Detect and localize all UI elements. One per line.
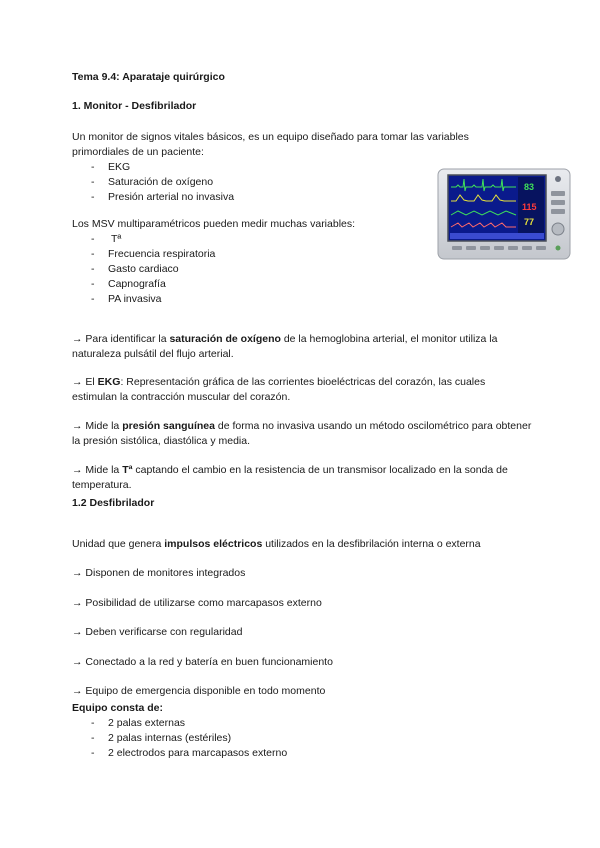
list-item: - 2 electrodos para marcapasos externo bbox=[72, 746, 532, 761]
equipment-heading: Equipo consta de: bbox=[72, 702, 164, 714]
intro-paragraph: Un monitor de signos vitales básicos, es un equipo diseñado para tomar las variables primordiales de un paciente: bbox=[72, 131, 469, 158]
pressure-value: 115 bbox=[522, 202, 537, 212]
defib-point: → Equipo de emergencia disponible en todo momento bbox=[72, 684, 326, 697]
patient-monitor-image bbox=[436, 167, 572, 261]
paragraph-spo2: → Para identificar la saturación de oxígeno de la hemoglobina arterial, el monitor utiliza la naturaleza pulsátil del flujo arterial. bbox=[72, 332, 498, 360]
list-item: - 2 palas internas (estériles) bbox=[72, 731, 532, 746]
list-item: - 2 palas externas bbox=[72, 716, 532, 731]
list-item: - Saturación de oxígeno bbox=[72, 175, 532, 190]
arrow-icon: → bbox=[72, 684, 83, 697]
list-item: - Frecuencia respiratoria bbox=[72, 247, 532, 262]
defib-point: → Disponen de monitores integrados bbox=[72, 566, 246, 579]
paragraph-temperature: → Mide la Tª captando el cambio en la resistencia de un transmisor localizado en la sonda de temperatura. bbox=[72, 463, 508, 491]
list-item: - PA invasiva bbox=[72, 292, 532, 307]
spo2-value: 77 bbox=[524, 217, 535, 227]
list-item: - EKG bbox=[72, 160, 532, 175]
paragraph-ekg: → El EKG: Representación gráfica de las corrientes bioeléctricas del corazón, las cuales estimulan la contracción muscular del corazón. bbox=[72, 375, 486, 403]
list-item: - Capnografía bbox=[72, 277, 532, 292]
defib-point: → Conectado a la red y batería en buen funcionamiento bbox=[72, 655, 333, 668]
defib-point: → Deben verificarse con regularidad bbox=[72, 625, 243, 638]
arrow-icon: → bbox=[72, 419, 83, 432]
defib-intro-paragraph: Unidad que genera impulsos eléctricos utilizados en la desfibrilación interna o externa bbox=[72, 537, 481, 550]
arrow-icon: → bbox=[72, 375, 83, 388]
msv-paragraph: Los MSV multiparamétricos pueden medir muchas variables: bbox=[72, 218, 356, 230]
paragraph-pressure: → Mide la presión sanguínea de forma no invasiva usando un método oscilométrico para obtener la presión sistólica, diastólica y media. bbox=[72, 419, 532, 447]
doc-title: Tema 9.4: Aparataje quirúrgico bbox=[72, 71, 225, 83]
brand-logo-icon bbox=[555, 176, 561, 182]
arrow-icon: → bbox=[72, 625, 83, 638]
section-heading-monitor: 1. Monitor - Desfibrilador bbox=[72, 100, 197, 112]
list-item: - Gasto cardiaco bbox=[72, 262, 532, 277]
arrow-icon: → bbox=[72, 596, 83, 609]
heart-rate-value: 83 bbox=[524, 182, 535, 192]
arrow-icon: → bbox=[72, 655, 83, 668]
arrow-icon: → bbox=[72, 463, 83, 476]
arrow-icon: → bbox=[72, 566, 83, 579]
section-heading-defibrillator: 1.2 Desfibrilador bbox=[72, 497, 155, 509]
equipment-list bbox=[72, 716, 532, 761]
rotary-knob-icon bbox=[552, 223, 564, 235]
arrow-icon: → bbox=[72, 332, 83, 345]
list-item: - Presión arterial no invasiva bbox=[72, 190, 532, 205]
defib-point: → Posibilidad de utilizarse como marcapasos externo bbox=[72, 596, 322, 609]
list-item: - Tª bbox=[72, 232, 532, 247]
